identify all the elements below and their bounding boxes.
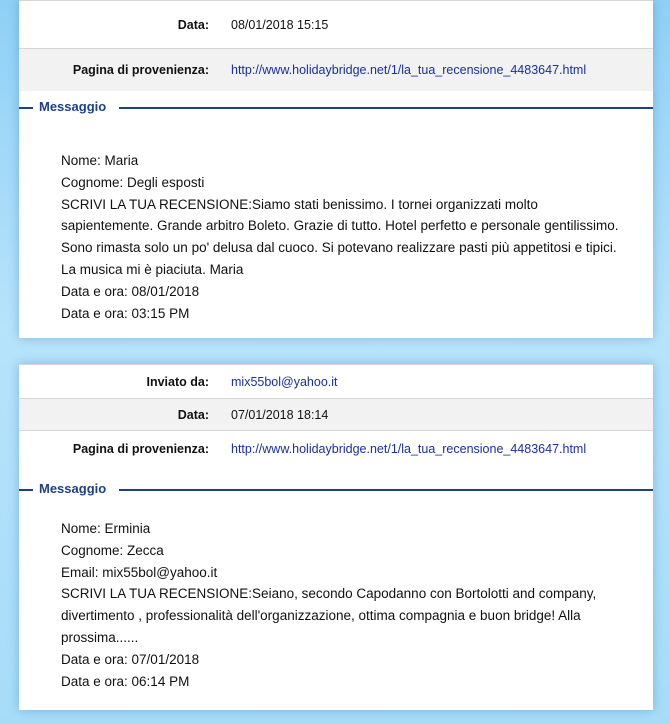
field-row-inviato (19, 364, 653, 399)
message-line-data: Data e ora: 07/01/2018 (61, 651, 200, 667)
field-value: 07/01/2018 18:14 (231, 408, 329, 422)
message-line-ora: Data e ora: 06:14 PM (61, 673, 190, 689)
section-header-messaggio (19, 480, 653, 500)
message-line-recensione: SCRIVI LA TUA RECENSIONE:Seiano, secondo Capodanno con Bortolotti and company, divertimento , professionalità dell'organizzazione, ottima compagnia e buon bridge! Alla prossima...... (61, 586, 597, 645)
section-header-messaggio (19, 98, 653, 118)
message-line-nome: Nome: Erminia (61, 521, 151, 536)
section-rule (119, 489, 653, 491)
field-label: Data: (177, 18, 209, 32)
message-body (61, 518, 629, 692)
field-label: Inviato da: (146, 375, 209, 389)
message-line-cognome: Cognome: Degli esposti (61, 174, 205, 190)
sender-email-link[interactable]: mix55bol@yahoo.it (231, 375, 338, 389)
field-row-pagina (19, 48, 653, 91)
message-line-nome: Nome: Maria (61, 153, 139, 168)
message-screenshot-2 (19, 364, 653, 710)
message-body (61, 150, 629, 324)
message-line-recensione: SCRIVI LA TUA RECENSIONE:Siamo stati benissimo. I tornei organizzati molto sapientemente. Grande arbitro Boleto. Grazie di tutto. Hotel perfetto e personale gentilissimo. Sono rimasta solo un po' delusa dal cuoco. Si potevano realizzare pasti più appetitosi e tipici. La musica mi è piaciuta. Maria (61, 196, 619, 277)
field-row-data (19, 398, 653, 431)
field-value: 08/01/2018 15:15 (231, 18, 329, 32)
message-line-data: Data e ora: 08/01/2018 (61, 283, 200, 299)
section-rule (119, 107, 653, 109)
section-title: Messaggio (39, 99, 110, 114)
field-label: Pagina di provenienza: (72, 63, 209, 77)
message-line-email: Email: mix55bol@yahoo.it (61, 564, 218, 580)
source-page-link[interactable]: http://www.holidaybridge.net/1/la_tua_recensione_4483647.html (231, 63, 587, 77)
section-rule-left (19, 489, 33, 491)
section-title: Messaggio (39, 481, 110, 496)
message-line-ora: Data e ora: 03:15 PM (61, 305, 190, 321)
message-line-cognome: Cognome: Zecca (61, 542, 164, 558)
field-label: Data: (177, 408, 209, 422)
source-page-link[interactable]: http://www.holidaybridge.net/1/la_tua_recensione_4483647.html (231, 442, 587, 456)
section-rule-left (19, 107, 33, 109)
field-label: Pagina di provenienza: (72, 442, 209, 456)
field-row-pagina (19, 430, 653, 467)
message-screenshot-1 (19, 0, 653, 338)
field-row-data (19, 0, 653, 49)
